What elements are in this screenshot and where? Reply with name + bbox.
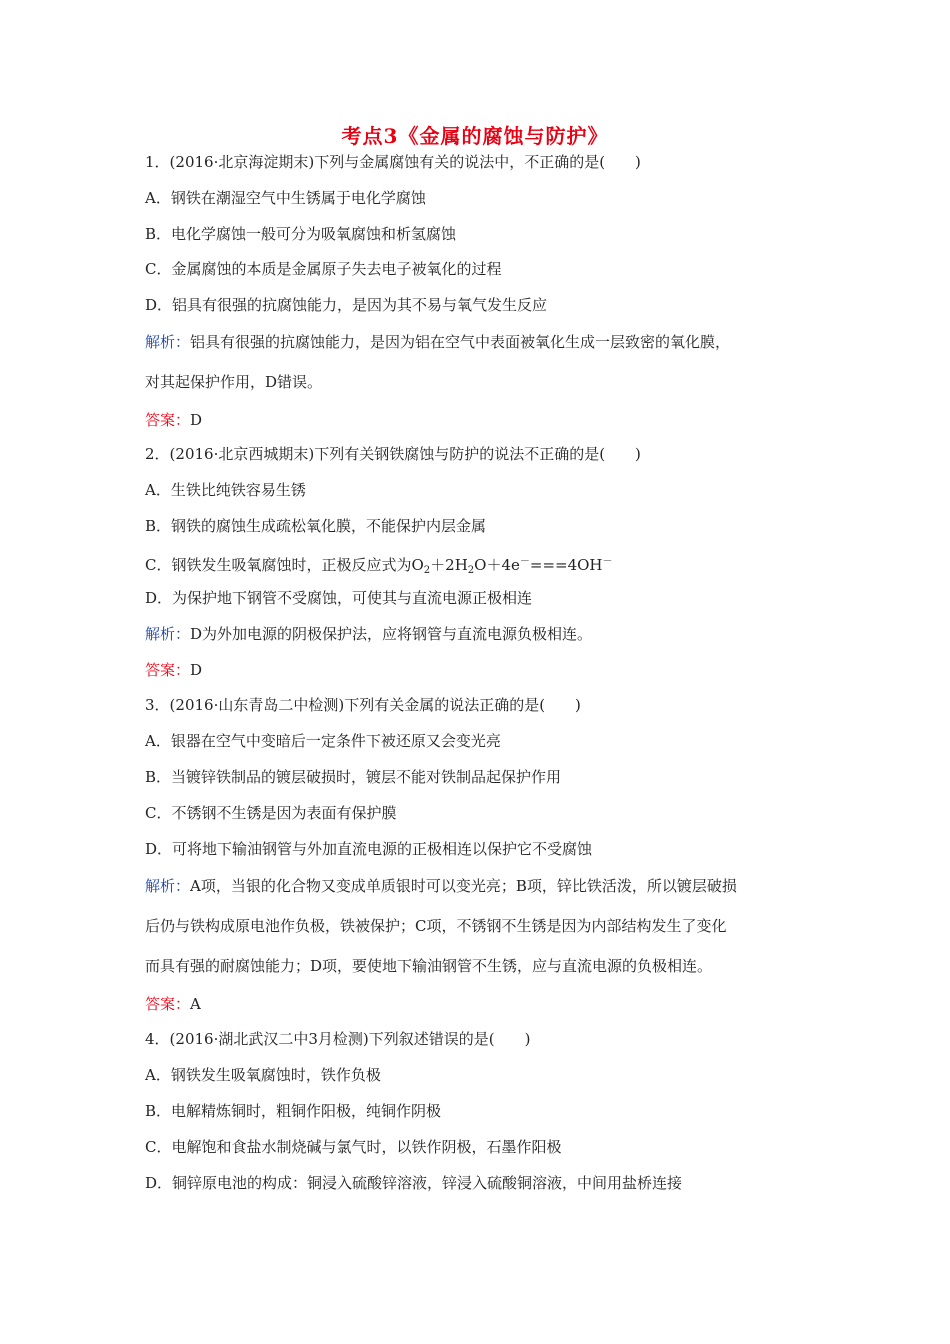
q2-stem: 2．(2016·北京西城期末)下列有关钢铁腐蚀与防护的说法不正确的是( ) bbox=[145, 445, 641, 463]
q2-analysis bbox=[145, 624, 592, 644]
q2-c-text: ＋2H bbox=[430, 556, 468, 574]
q4-stem: 4．(2016·湖北武汉二中3月检测)下列叙述错误的是( ) bbox=[145, 1030, 531, 1048]
q3-option-c: C．不锈钢不生锈是因为表面有保护膜 bbox=[145, 804, 397, 822]
q3-analysis-text-2: 后仍与铁构成原电池作负极，铁被保护；C项，不锈钢不生锈是因为内部结构发生了变化 bbox=[145, 917, 727, 935]
q1-option-a: A．钢铁在潮湿空气中生锈属于电化学腐蚀 bbox=[145, 189, 426, 207]
analysis-label: 解析： bbox=[145, 333, 191, 351]
q3-stem: 3．(2016·山东青岛二中检测)下列有关金属的说法正确的是( ) bbox=[145, 696, 581, 714]
q4-option-c: C．电解饱和食盐水制烧碱与氯气时，以铁作阴极，石墨作阳极 bbox=[145, 1138, 562, 1156]
q2-option-d: D．为保护地下钢管不受腐蚀，可使其与直流电源正极相连 bbox=[145, 589, 533, 607]
q2-c-text: C．钢铁发生吸氧腐蚀时，正极反应式为O bbox=[145, 556, 424, 574]
answer-label: 答案： bbox=[145, 995, 191, 1013]
q2-option-a: A．生铁比纯铁容易生锈 bbox=[145, 481, 306, 499]
q2-c-text: O＋4e bbox=[474, 556, 520, 574]
q3-analysis-text-1: A项，当银的化合物又变成单质银时可以变光亮；B项，锌比铁活泼，所以镀层破损 bbox=[190, 877, 737, 895]
q2-answer-value: D bbox=[190, 661, 203, 679]
q1-option-c: C．金属腐蚀的本质是金属原子失去电子被氧化的过程 bbox=[145, 260, 502, 278]
q3-option-a: A．银器在空气中变暗后一定条件下被还原又会变光亮 bbox=[145, 732, 501, 750]
q2-answer bbox=[145, 660, 202, 680]
q1-analysis bbox=[145, 332, 730, 352]
analysis-label: 解析： bbox=[145, 625, 191, 643]
answer-label: 答案： bbox=[145, 661, 191, 679]
q3-answer bbox=[145, 994, 201, 1014]
q1-option-b: B．电化学腐蚀一般可分为吸氧腐蚀和析氢腐蚀 bbox=[145, 225, 457, 243]
q1-analysis-text-1: 铝具有很强的抗腐蚀能力，是因为铝在空气中表面被氧化生成一层致密的氧化膜， bbox=[190, 333, 731, 351]
q4-option-d: D．铜锌原电池的构成：铜浸入硫酸锌溶液，锌浸入硫酸铜溶液，中间用盐桥连接 bbox=[145, 1174, 683, 1192]
q3-analysis bbox=[145, 876, 737, 896]
answer-label: 答案： bbox=[145, 411, 191, 429]
q4-option-a: A．钢铁发生吸氧腐蚀时，铁作负极 bbox=[145, 1066, 381, 1084]
q1-analysis-text-2: 对其起保护作用，D错误。 bbox=[145, 373, 323, 391]
q2-analysis-text: D为外加电源的阴极保护法，应将钢管与直流电源负极相连。 bbox=[190, 625, 593, 643]
q3-option-d: D．可将地下输油钢管与外加直流电源的正极相连以保护它不受腐蚀 bbox=[145, 840, 593, 858]
q3-answer-value: A bbox=[190, 995, 201, 1013]
q1-stem: 1．(2016·北京海淀期末)下列与金属腐蚀有关的说法中，不正确的是( ) bbox=[145, 153, 641, 171]
page-title: 考点3《金属的腐蚀与防护》 bbox=[341, 124, 609, 148]
q2-c-sub: 2 bbox=[423, 565, 431, 576]
q2-option-c bbox=[145, 552, 613, 581]
q2-c-sup: － bbox=[519, 556, 530, 567]
analysis-label: 解析： bbox=[145, 877, 191, 895]
q1-option-d: D．铝具有很强的抗腐蚀能力，是因为其不易与氧气发生反应 bbox=[145, 296, 548, 314]
q2-c-sup: － bbox=[602, 556, 613, 567]
q2-c-sub: 2 bbox=[467, 565, 475, 576]
q1-answer bbox=[145, 410, 202, 430]
q2-option-b: B．钢铁的腐蚀生成疏松氧化膜，不能保护内层金属 bbox=[145, 517, 487, 535]
q3-option-b: B．当镀锌铁制品的镀层破损时，镀层不能对铁制品起保护作用 bbox=[145, 768, 562, 786]
q4-option-b: B．电解精炼铜时，粗铜作阳极，纯铜作阴极 bbox=[145, 1102, 442, 1120]
q1-answer-value: D bbox=[190, 411, 203, 429]
q3-analysis-text-3: 而具有强的耐腐蚀能力；D项，要使地下输油钢管不生锈，应与直流电源的负极相连。 bbox=[145, 957, 713, 975]
q2-c-text: ===4OH bbox=[529, 556, 603, 574]
